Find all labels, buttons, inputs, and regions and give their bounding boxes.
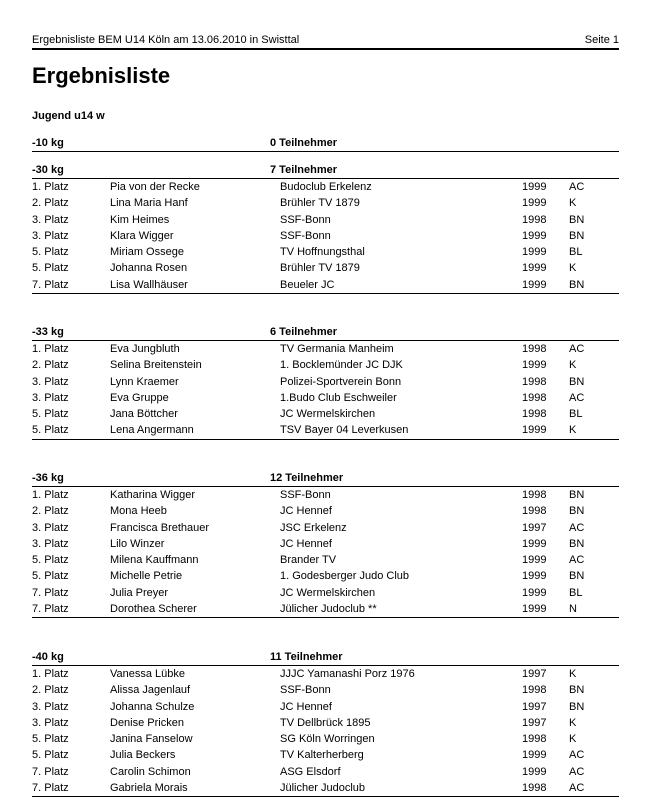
birth-year: 1998 [522,391,547,404]
region: BN [569,278,585,291]
results-table [32,487,619,618]
table-row [32,731,619,747]
birth-year: 1999 [522,359,547,372]
category-header [32,162,619,179]
athlete-name: Eva Gruppe [110,391,169,404]
placement: 7. Platz [32,603,69,616]
placement: 3. Platz [32,391,69,404]
region: K [569,424,577,437]
placement: 2. Platz [32,505,69,518]
birth-year: 1999 [522,229,547,242]
club: 1.Budo Club Eschweiler [280,391,397,404]
athlete-name: Francisca Brethauer [110,521,210,534]
table-row [32,406,619,422]
club: JC Wermelskirchen [280,586,376,599]
table-row [32,764,619,780]
club: TV Hoffnungsthal [280,246,365,259]
region: K [569,716,577,729]
placement: 3. Platz [32,375,69,388]
club: JJJC Yamanashi Porz 1976 [280,668,415,680]
table-row [32,260,619,276]
birth-year: 1999 [522,537,547,550]
club: TV Germania Manheim [280,343,394,355]
club: SSF-Bonn [280,229,331,242]
table-row [32,552,619,568]
athlete-name: Dorothea Scherer [110,603,197,616]
table-row [32,390,619,406]
region: BN [569,375,585,388]
table-row [32,780,619,796]
placement: 2. Platz [32,359,69,372]
region: AC [569,343,585,355]
table-row [32,699,619,715]
club: Jülicher Judoclub ** [280,603,377,616]
birth-year: 1998 [522,505,547,518]
athlete-name: Milena Kauffmann [110,554,199,567]
header-divider [32,48,619,50]
region: BN [569,700,585,713]
athlete-name: Gabriela Morais [110,782,188,795]
athlete-name: Lena Angermann [110,424,194,437]
athlete-name: Jana Böttcher [110,408,178,421]
birth-year: 1999 [522,278,547,291]
club: JC Wermelskirchen [280,408,376,421]
athlete-name: Denise Pricken [110,716,184,729]
club: TV Kalterherberg [280,749,364,762]
club: SG Köln Worringen [280,733,375,746]
table-row [32,487,619,503]
region: K [569,668,577,680]
region: K [569,262,577,275]
athlete-name: Lilo Winzer [110,537,165,550]
page-number: Seite 1 [584,34,619,46]
club: JC Hennef [280,505,332,518]
table-row [32,682,619,698]
club: SSF-Bonn [280,684,331,697]
region: BN [569,505,585,518]
birth-year: 1999 [522,246,547,259]
club: 1. Godesberger Judo Club [280,570,410,583]
table-row [32,520,619,536]
athlete-name: Julia Beckers [110,749,176,762]
table-row [32,212,619,228]
table-row [32,747,619,763]
birth-year: 1999 [522,197,547,210]
region: BL [569,586,583,599]
birth-year: 1999 [522,262,547,275]
table-row [32,179,619,195]
placement: 1. Platz [32,489,69,501]
region: K [569,197,577,210]
athlete-name: Lisa Wallhäuser [110,278,188,291]
region: K [569,733,577,746]
club: SSF-Bonn [280,489,331,501]
table-row [32,277,619,293]
table-row [32,228,619,244]
birth-year: 1999 [522,603,547,616]
placement: 3. Platz [32,537,69,550]
region: BL [569,408,583,421]
weight-class: -33 kg [32,326,64,338]
participant-count: 11 Teilnehmer [270,651,343,663]
table-row [32,244,619,260]
participant-count: 12 Teilnehmer [270,472,344,484]
birth-year: 1998 [522,408,547,421]
category-header [32,324,619,341]
placement: 1. Platz [32,668,69,680]
table-row [32,568,619,584]
birth-year: 1998 [522,684,547,697]
athlete-name: Miriam Ossege [110,246,184,259]
placement: 2. Platz [32,684,69,697]
placement: 7. Platz [32,586,69,599]
table-row [32,422,619,438]
page-header [32,33,619,47]
placement: 3. Platz [32,229,69,242]
club: JSC Erkelenz [280,521,347,534]
table-row [32,503,619,519]
athlete-name: Vanessa Lübke [110,668,186,680]
table-row [32,374,619,390]
weight-category [32,470,619,618]
results-table [32,179,619,294]
region: N [569,603,577,616]
results-table [32,341,619,440]
athlete-name: Eva Jungbluth [110,343,180,355]
weight-category [32,135,619,152]
birth-year: 1999 [522,570,547,583]
region: BN [569,229,585,242]
birth-year: 1999 [522,181,547,193]
participant-count: 6 Teilnehmer [270,326,338,338]
weight-category [32,324,619,440]
athlete-name: Lynn Kraemer [110,375,179,388]
athlete-name: Michelle Petrie [110,570,183,583]
placement: 1. Platz [32,181,69,193]
weight-class: -36 kg [32,472,64,484]
placement: 3. Platz [32,213,69,226]
age-group-label: Jugend u14 w [32,110,105,122]
placement: 3. Platz [32,700,69,713]
athlete-name: Selina Breitenstein [110,359,202,372]
birth-year: 1999 [522,586,547,599]
birth-year: 1997 [522,716,547,729]
birth-year: 1999 [522,765,547,778]
weight-class: -40 kg [32,651,64,663]
page-title: Ergebnisliste [32,63,171,88]
region: AC [569,782,585,795]
birth-year: 1999 [522,554,547,567]
weight-category [32,649,619,797]
athlete-name: Alissa Jagenlauf [110,684,191,697]
placement: 5. Platz [32,733,69,746]
table-row [32,715,619,731]
club: Brühler TV 1879 [280,197,360,210]
athlete-name: Klara Wigger [110,229,174,242]
birth-year: 1998 [522,213,547,226]
club: 1. Bocklemünder JC DJK [280,359,403,372]
club: TV Dellbrück 1895 [280,716,371,729]
region: AC [569,391,585,404]
birth-year: 1998 [522,782,547,795]
region: AC [569,181,585,193]
athlete-name: Mona Heeb [110,505,167,518]
birth-year: 1998 [522,733,547,746]
region: AC [569,554,585,567]
region: AC [569,765,585,778]
club: Polizei-Sportverein Bonn [280,375,402,388]
club: Brander TV [280,554,337,567]
club: Budoclub Erkelenz [280,181,372,193]
placement: 5. Platz [32,262,69,275]
placement: 5. Platz [32,554,69,567]
club: Jülicher Judoclub [280,782,365,795]
table-row [32,585,619,601]
region: BN [569,489,585,501]
athlete-name: Pia von der Recke [110,181,200,193]
birth-year: 1998 [522,375,547,388]
participant-count: 0 Teilnehmer [270,137,338,149]
table-row [32,195,619,211]
region: BN [569,684,585,697]
table-row [32,341,619,357]
athlete-name: Lina Maria Hanf [110,197,188,210]
table-row [32,357,619,373]
region: K [569,359,577,372]
athlete-name: Johanna Schulze [110,700,195,713]
birth-year: 1997 [522,668,547,680]
club: TSV Bayer 04 Leverkusen [280,424,409,437]
table-row [32,666,619,682]
athlete-name: Carolin Schimon [110,765,191,778]
birth-year: 1997 [522,700,547,713]
club: JC Hennef [280,537,332,550]
results-table [32,666,619,797]
placement: 5. Platz [32,570,69,583]
placement: 7. Platz [32,765,69,778]
birth-year: 1999 [522,749,547,762]
placement: 7. Platz [32,278,69,291]
club: SSF-Bonn [280,213,331,226]
placement: 2. Platz [32,197,69,210]
weight-category [32,162,619,294]
athlete-name: Kim Heimes [110,213,170,226]
participant-count: 7 Teilnehmer [270,164,338,176]
placement: 3. Platz [32,521,69,534]
region: BL [569,246,583,259]
club: ASG Elsdorf [280,765,341,778]
category-header [32,135,619,152]
placement: 3. Platz [32,716,69,729]
region: AC [569,521,585,534]
athlete-name: Johanna Rosen [110,262,188,275]
club: Beueler JC [280,278,335,291]
header-title: Ergebnisliste BEM U14 Köln am 13.06.2010 in Swisttal [32,34,300,46]
region: AC [569,749,585,762]
placement: 7. Platz [32,782,69,795]
weight-class: -10 kg [32,137,64,149]
birth-year: 1997 [522,521,547,534]
athlete-name: Janina Fanselow [110,733,193,746]
club: JC Hennef [280,700,332,713]
table-row [32,601,619,617]
category-header [32,470,619,487]
region: BN [569,213,585,226]
region: BN [569,537,585,550]
placement: 5. Platz [32,246,69,259]
table-row [32,536,619,552]
birth-year: 1998 [522,343,547,355]
birth-year: 1999 [522,424,547,437]
placement: 5. Platz [32,408,69,421]
category-header [32,649,619,666]
athlete-name: Katharina Wigger [110,489,195,501]
athlete-name: Julia Preyer [110,586,169,599]
placement: 5. Platz [32,424,69,437]
region: BN [569,570,585,583]
weight-class: -30 kg [32,164,64,176]
placement: 5. Platz [32,749,69,762]
birth-year: 1998 [522,489,547,501]
placement: 1. Platz [32,343,69,355]
club: Brühler TV 1879 [280,262,360,275]
